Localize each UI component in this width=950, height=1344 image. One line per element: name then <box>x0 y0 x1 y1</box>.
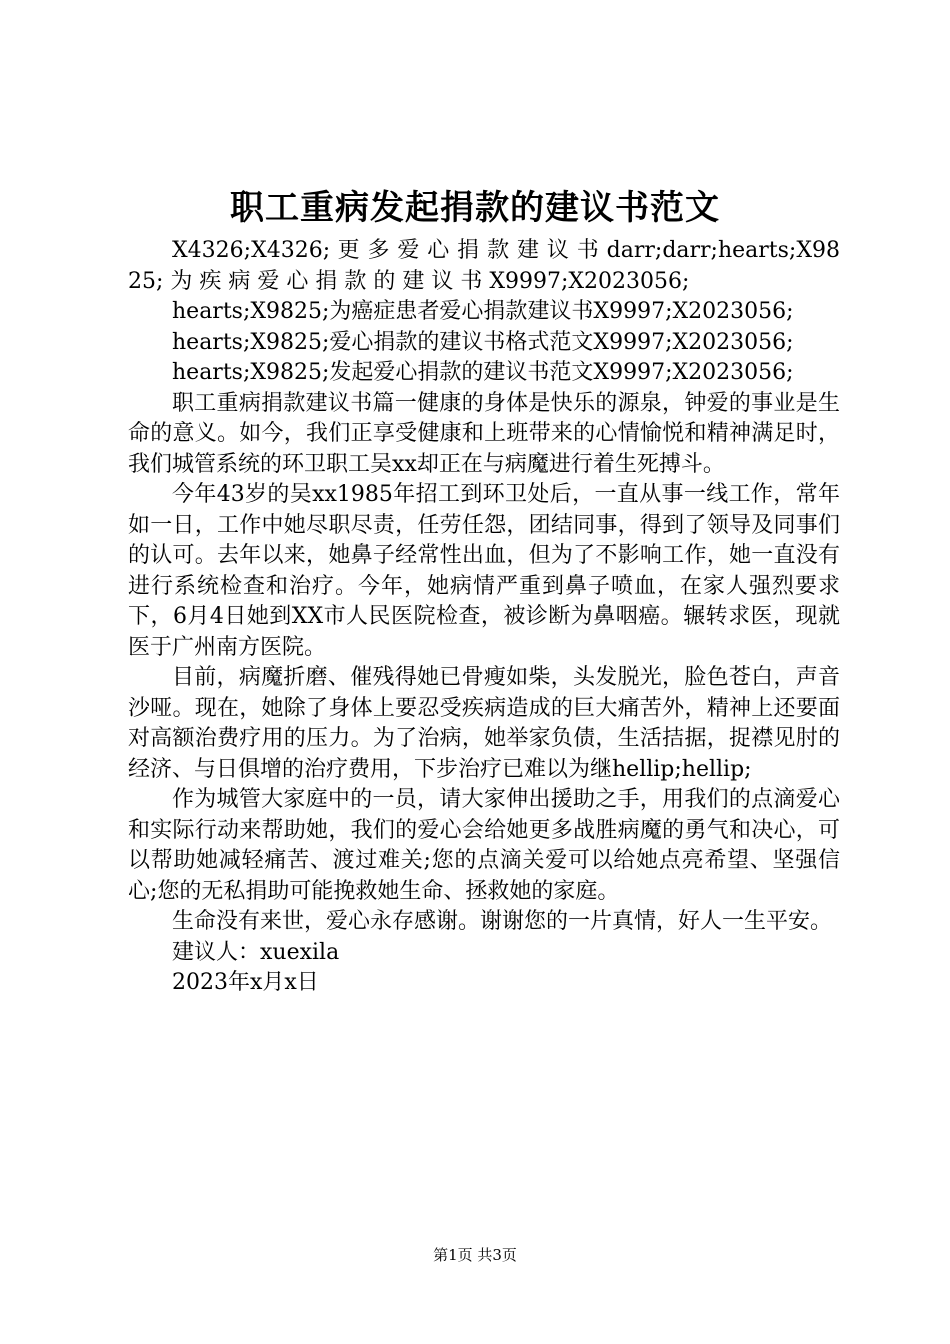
paragraph-appeal: 作为城管大家庭中的一员，请大家伸出援助之手，用我们的点滴爱心和实际行动来帮助她，我们的爱心会给她更多战胜病魔的勇气和决心，可以帮助她减轻痛苦、渡过难关;您的点滴关爱可以给她点亮希望、坚强信心;您的无私捐助可能挽救她生命、拯救她的家庭。 <box>128 787 840 904</box>
paragraph-link-initiate: hearts;X9825;发起爱心捐款的建议书范文X9997;X2023056; <box>172 360 794 385</box>
paragraph-closing: 生命没有来世，爱心永存感谢。谢谢您的一片真情，好人一生平安。 <box>172 909 833 934</box>
paragraph-link-cancer: hearts;X9825;为癌症患者爱心捐款建议书X9997;X2023056; <box>172 299 794 324</box>
document-body <box>128 236 840 999</box>
paragraph-background: 今年43岁的吴xx1985年招工到环卫处后，一直从事一线工作，常年如一日，工作中她尽职尽责，任劳任怨，团结同事，得到了领导及同事们的认可。去年以来，她鼻子经常性出血，但为了不影响工作，她一直没有进行系统检查和治疗。今年，她病情严重到鼻子喷血，在家人强烈要求下，6月4日她到XX市人民医院检查，被诊断为鼻咽癌。辗转求医，现就医于广州南方医院。 <box>128 482 840 660</box>
document-title: 职工重病发起捐款的建议书范文 <box>230 188 720 228</box>
signature-date: 2023年x月x日 <box>172 970 319 995</box>
paragraph-intro: 职工重病捐款建议书篇一健康的身体是快乐的源泉，钟爱的事业是生命的意义。如今，我们正享受健康和上班带来的心情愉悦和精神满足时，我们城管系统的环卫职工吴xx却正在与病魔进行着生死搏斗。 <box>128 390 840 477</box>
paragraph-link-format: hearts;X9825;爱心捐款的建议书格式范文X9997;X2023056; <box>172 329 794 355</box>
signature-proposer: 建议人：xuexila <box>172 939 340 965</box>
paragraph-more-links: X4326;X4326; 更 多 爱 心 捐 款 建 议 书 darr;darr;hearts;X9825; 为 疾 病 爱 心 捐 款 的 建 议 书 X9997;X2023056; <box>128 238 840 294</box>
paragraph-condition: 目前，病魔折磨、催残得她已骨瘦如柴，头发脱光，脸色苍白，声音沙哑。现在，她除了身体上要忍受疾病造成的巨大痛苦外，精神上还要面对高额治费疗用的压力。为了治病，她举家负债，生活拮据，捉襟见肘的经济、与日俱增的治疗费用，下步治疗已难以为继hellip;hellip; <box>128 665 840 782</box>
page-indicator: 第1页 共3页 <box>433 1246 517 1264</box>
